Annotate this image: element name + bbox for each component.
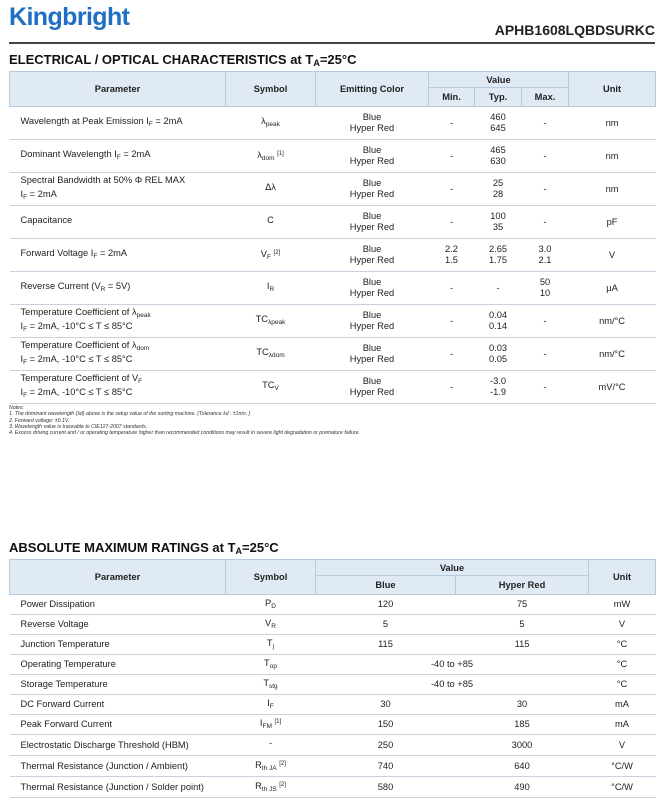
parameter-cell: Thermal Resistance (Junction / Ambient) bbox=[10, 756, 226, 777]
parameter-cell: Electrostatic Discharge Threshold (HBM) bbox=[10, 735, 226, 756]
max-cell: 3.0 2.1 bbox=[522, 239, 569, 272]
abs-col-value: Value bbox=[316, 560, 589, 576]
parameter-text: Dominant Wavelength I bbox=[20, 149, 117, 159]
absolute-section-title: ABSOLUTE MAXIMUM RATINGS at $T_A=25^\circ C$ bbox=[9, 540, 279, 556]
col-min: Min. bbox=[429, 88, 475, 107]
table-row bbox=[10, 371, 656, 404]
parameter-cell: Temperature Coefficient of $\lambda_{dom}$ $I_F = 2mA$, -10°C ≤ T ≤ 85°C bbox=[10, 338, 226, 371]
blue-value-cell: 30 bbox=[316, 695, 456, 715]
part-number: APHB1608LQBDSURKC bbox=[494, 22, 655, 38]
min-cell: 2.2 1.5 bbox=[429, 239, 475, 272]
parameter-cell: Wavelength at Peak Emission $I_F = 2mA$ bbox=[10, 107, 226, 140]
max-cell: - bbox=[522, 206, 569, 239]
unit-cell: mA bbox=[589, 695, 656, 715]
emitting-color-cell: Blue Hyper Red bbox=[316, 140, 429, 173]
red-value-cell: 115 bbox=[456, 635, 589, 655]
parameter-cell: Peak Forward Current bbox=[10, 715, 226, 735]
parameter-line2: I bbox=[20, 189, 24, 199]
max-cell: - bbox=[522, 305, 569, 338]
table-row bbox=[10, 635, 656, 655]
max-cell: - bbox=[522, 371, 569, 404]
typ-cell: 460 645 bbox=[475, 107, 522, 140]
parameter-cell: Junction Temperature bbox=[10, 635, 226, 655]
electrical-table bbox=[9, 71, 656, 404]
note-1: 1. The dominant wavelength (λd) above is the setup value of the sorting machine. (Tolerance λd : ±1nm. ) bbox=[9, 411, 251, 418]
note-2: 2. Forward voltage: ±0.1V. bbox=[9, 417, 70, 424]
symbol-cell: $\lambda_{peak}$ bbox=[226, 107, 316, 140]
parameter-cell: Reverse Current $(V_R = 5V)$ bbox=[10, 272, 226, 305]
table-row bbox=[10, 756, 656, 777]
typ-cell: 100 35 bbox=[475, 206, 522, 239]
parameter-text: Wavelength at Peak Emission I bbox=[20, 116, 149, 126]
typ-cell: -3.0 -1.9 bbox=[475, 371, 522, 404]
symbol-cell: $V_F$ [2] bbox=[226, 239, 316, 272]
col-parameter: Parameter bbox=[10, 72, 226, 107]
typ-cell: 465 630 bbox=[475, 140, 522, 173]
unit-cell: nm bbox=[569, 107, 656, 140]
col-value: Value bbox=[429, 72, 569, 88]
unit-cell: pF bbox=[569, 206, 656, 239]
blue-value-cell: 120 bbox=[316, 595, 456, 615]
red-value-cell: 75 bbox=[456, 595, 589, 615]
parameter-cell: Power Dissipation bbox=[10, 595, 226, 615]
table-row bbox=[10, 272, 656, 305]
parameter-line2: I bbox=[20, 354, 24, 364]
symbol-cell: $\lambda_{dom}$ [1] bbox=[226, 140, 316, 173]
emitting-color-cell: Blue Hyper Red bbox=[316, 239, 429, 272]
header-divider bbox=[9, 42, 655, 44]
parameter-cell: Storage Temperature bbox=[10, 675, 226, 695]
blue-value-cell: 250 bbox=[316, 735, 456, 756]
parameter-text: Reverse Current (V bbox=[20, 281, 101, 291]
parameter-cell: Spectral Bandwidth at 50% Φ REL MAX $I_F = 2mA$ bbox=[10, 173, 226, 206]
table-row bbox=[10, 206, 656, 239]
parameter-text: Temperature Coefficient of λ bbox=[20, 307, 137, 317]
typ-cell: 25 28 bbox=[475, 173, 522, 206]
col-unit: Unit bbox=[569, 72, 656, 107]
red-value-cell: 30 bbox=[456, 695, 589, 715]
unit-cell: nm/°C bbox=[569, 338, 656, 371]
note-4: 4. Excess driving current and / or operating temperature higher than recommended conditions may result in severe light degradation or premature failure. bbox=[9, 430, 360, 437]
unit-cell: °C/W bbox=[589, 777, 656, 798]
table-row bbox=[10, 140, 656, 173]
value-span-cell: -40 to +85 bbox=[316, 655, 589, 675]
table-row bbox=[10, 239, 656, 272]
emitting-color-cell: Blue Hyper Red bbox=[316, 338, 429, 371]
blue-value-cell: 150 bbox=[316, 715, 456, 735]
table-row bbox=[10, 615, 656, 635]
emitting-color-cell: Blue Hyper Red bbox=[316, 272, 429, 305]
col-max: Max. bbox=[522, 88, 569, 107]
symbol-cell: $T_{stg}$ bbox=[226, 675, 316, 695]
min-cell: - bbox=[429, 272, 475, 305]
symbol-cell: $TC_{\lambda peak}$ bbox=[226, 305, 316, 338]
table-row bbox=[10, 173, 656, 206]
min-cell: - bbox=[429, 173, 475, 206]
min-cell: - bbox=[429, 371, 475, 404]
symbol-cell: $T_{op}$ bbox=[226, 655, 316, 675]
min-cell: - bbox=[429, 305, 475, 338]
abs-col-unit: Unit bbox=[589, 560, 656, 595]
page-header bbox=[9, 0, 655, 42]
typ-cell: 0.04 0.14 bbox=[475, 305, 522, 338]
col-typ: Typ. bbox=[475, 88, 522, 107]
emitting-color-cell: Blue Hyper Red bbox=[316, 206, 429, 239]
min-cell: - bbox=[429, 140, 475, 173]
max-cell: 50 10 bbox=[522, 272, 569, 305]
brand-logo: Kingbright bbox=[9, 3, 130, 31]
table-row bbox=[10, 715, 656, 735]
abs-col-blue: Blue bbox=[316, 576, 456, 595]
max-cell: - bbox=[522, 173, 569, 206]
min-cell: - bbox=[429, 338, 475, 371]
emitting-color-cell: Blue Hyper Red bbox=[316, 305, 429, 338]
red-value-cell: 185 bbox=[456, 715, 589, 735]
notes-heading: Notes: bbox=[9, 405, 24, 411]
parameter-cell: Forward Voltage $I_F = 2mA$ bbox=[10, 239, 226, 272]
unit-cell: mA bbox=[589, 715, 656, 735]
unit-cell: V bbox=[589, 735, 656, 756]
unit-cell: V bbox=[589, 615, 656, 635]
typ-cell: 0.03 0.05 bbox=[475, 338, 522, 371]
table-row bbox=[10, 305, 656, 338]
parameter-text: Capacitance bbox=[20, 215, 73, 225]
parameter-text: Forward Voltage I bbox=[20, 248, 94, 258]
parameter-cell: DC Forward Current bbox=[10, 695, 226, 715]
symbol-cell: $R_{th JS}$ [2] bbox=[226, 777, 316, 798]
unit-cell: nm bbox=[569, 173, 656, 206]
electrical-section-title: ELECTRICAL / OPTICAL CHARACTERISTICS at $T_A=25^\circ C$ bbox=[9, 52, 357, 68]
parameter-cell bbox=[10, 206, 226, 239]
parameter-text: Spectral Bandwidth at 50% Φ REL MAX bbox=[20, 175, 186, 185]
unit-cell: μA bbox=[569, 272, 656, 305]
emitting-color-cell: Blue Hyper Red bbox=[316, 107, 429, 140]
parameter-line2: I bbox=[20, 387, 24, 397]
absolute-table bbox=[9, 559, 656, 798]
parameter-cell: Dominant Wavelength $I_F = 2mA$ bbox=[10, 140, 226, 173]
symbol-cell: $TC_V$ bbox=[226, 371, 316, 404]
parameter-text: Temperature Coefficient of λ bbox=[20, 340, 137, 350]
parameter-text: Temperature Coefficient of V bbox=[20, 373, 139, 383]
notes bbox=[9, 405, 655, 436]
emitting-color-cell: Blue Hyper Red bbox=[316, 173, 429, 206]
symbol-cell: - bbox=[226, 735, 316, 756]
parameter-cell: Reverse Voltage bbox=[10, 615, 226, 635]
table-row bbox=[10, 777, 656, 798]
parameter-line2: I bbox=[20, 321, 24, 331]
unit-cell: mV/°C bbox=[569, 371, 656, 404]
unit-cell: V bbox=[569, 239, 656, 272]
symbol-cell: $I_R$ bbox=[226, 272, 316, 305]
blue-value-cell: 580 bbox=[316, 777, 456, 798]
parameter-cell: Operating Temperature bbox=[10, 655, 226, 675]
blue-value-cell: 740 bbox=[316, 756, 456, 777]
table-row bbox=[10, 107, 656, 140]
table-row bbox=[10, 655, 656, 675]
symbol-cell: $I_{FM}$ [1] bbox=[226, 715, 316, 735]
unit-cell: °C bbox=[589, 675, 656, 695]
parameter-cell: Thermal Resistance (Junction / Solder point) bbox=[10, 777, 226, 798]
unit-cell: nm/°C bbox=[569, 305, 656, 338]
note-3: 3. Wavelength value is traceable to CIE127-2007 standards. bbox=[9, 423, 148, 430]
unit-cell: nm bbox=[569, 140, 656, 173]
table-row bbox=[10, 595, 656, 615]
blue-value-cell: 5 bbox=[316, 615, 456, 635]
typ-cell: - bbox=[475, 272, 522, 305]
table-row bbox=[10, 338, 656, 371]
col-emitting-color: Emitting Color bbox=[316, 72, 429, 107]
unit-cell: °C bbox=[589, 655, 656, 675]
abs-col-hyper-red: Hyper Red bbox=[456, 576, 589, 595]
emitting-color-cell: Blue Hyper Red bbox=[316, 371, 429, 404]
abs-col-symbol: Symbol bbox=[226, 560, 316, 595]
max-cell: - bbox=[522, 140, 569, 173]
unit-cell: °C bbox=[589, 635, 656, 655]
table-row bbox=[10, 735, 656, 756]
red-value-cell: 490 bbox=[456, 777, 589, 798]
red-value-cell: 640 bbox=[456, 756, 589, 777]
abs-col-parameter: Parameter bbox=[10, 560, 226, 595]
symbol-cell: $V_R$ bbox=[226, 615, 316, 635]
min-cell: - bbox=[429, 206, 475, 239]
symbol-cell: $R_{th JA}$ [2] bbox=[226, 756, 316, 777]
symbol-cell: $TC_{\lambda dom}$ bbox=[226, 338, 316, 371]
typ-cell: 2.65 1.75 bbox=[475, 239, 522, 272]
value-span-cell: -40 to +85 bbox=[316, 675, 589, 695]
symbol-cell: $T_j$ bbox=[226, 635, 316, 655]
col-symbol: Symbol bbox=[226, 72, 316, 107]
unit-cell: mW bbox=[589, 595, 656, 615]
parameter-cell: Temperature Coefficient of $V_F$ $I_F = 2mA$, -10°C ≤ T ≤ 85°C bbox=[10, 371, 226, 404]
table-row bbox=[10, 695, 656, 715]
symbol-cell: $I_F$ bbox=[226, 695, 316, 715]
symbol-cell: $P_D$ bbox=[226, 595, 316, 615]
blue-value-cell: 115 bbox=[316, 635, 456, 655]
unit-cell: °C/W bbox=[589, 756, 656, 777]
max-cell: - bbox=[522, 107, 569, 140]
red-value-cell: 5 bbox=[456, 615, 589, 635]
red-value-cell: 3000 bbox=[456, 735, 589, 756]
max-cell: - bbox=[522, 338, 569, 371]
min-cell: - bbox=[429, 107, 475, 140]
parameter-cell: Temperature Coefficient of $\lambda_{peak}$ $I_F = 2mA$, -10°C ≤ T ≤ 85°C bbox=[10, 305, 226, 338]
symbol-cell: Δλ bbox=[226, 173, 316, 206]
table-row bbox=[10, 675, 656, 695]
symbol-cell: C bbox=[226, 206, 316, 239]
